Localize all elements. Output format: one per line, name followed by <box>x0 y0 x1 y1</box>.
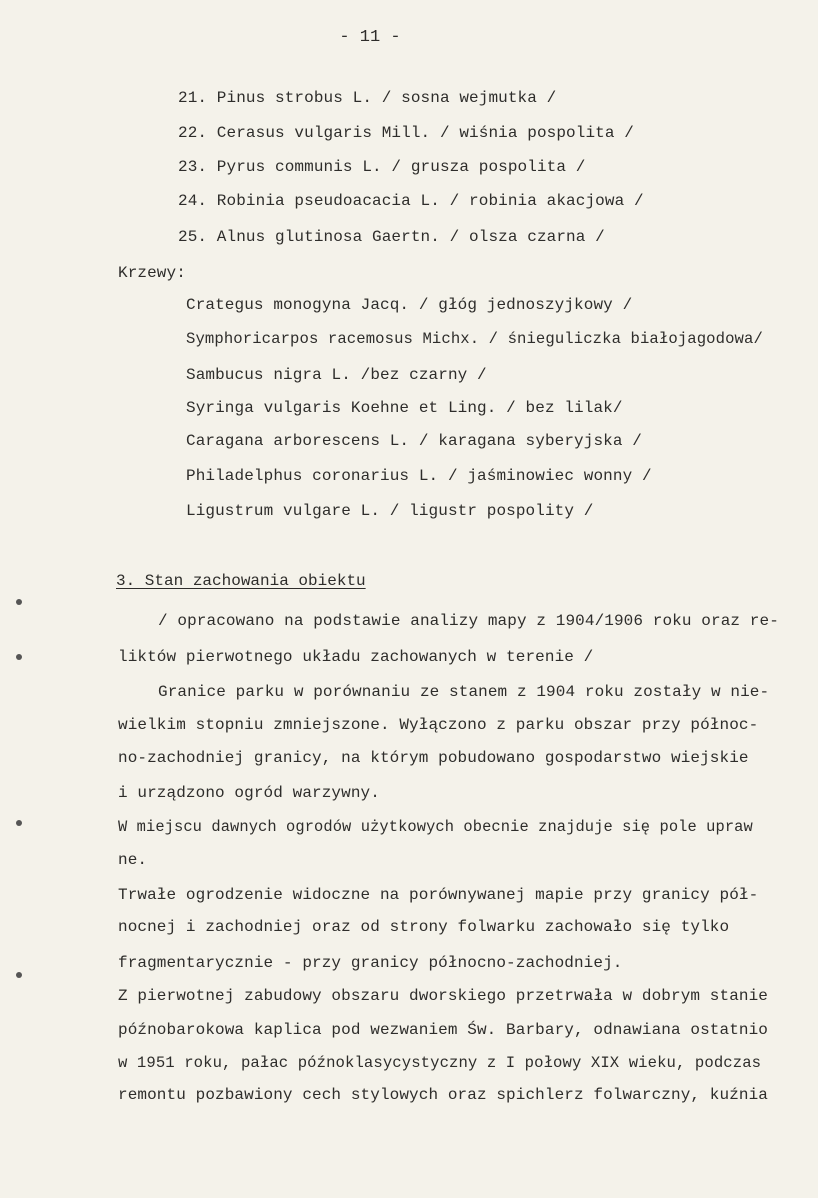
shrub-list-item: Symphoricarpos racemosus Michx. / śnieguliczka białojagodowa/ <box>186 330 763 348</box>
page-number: - 11 - <box>339 28 401 47</box>
body-line: W miejscu dawnych ogrodów użytkowych obecnie znajduje się pole upraw <box>118 818 753 836</box>
margin-punch-mark <box>16 972 22 978</box>
body-line: Z pierwotnej zabudowy obszaru dworskiego przetrwała w dobrym stanie <box>118 987 769 1005</box>
body-line: Granice parku w porównaniu ze stanem z 1904 roku zostały w nie- <box>158 683 770 701</box>
body-line: Trwałe ogrodzenie widoczne na porównywanej mapie przy granicy pół- <box>118 886 759 904</box>
shrub-list-item: Syringa vulgaris Koehne et Ling. / bez lilak/ <box>186 399 623 417</box>
body-line: no-zachodniej granicy, na którym pobudowano gospodarstwo wiejskie <box>118 749 749 767</box>
body-line: / opracowano na podstawie analizy mapy z 1904/1906 roku oraz re- <box>158 612 779 630</box>
shrubs-label: Krzewy: <box>118 264 186 282</box>
tree-list-item: 25. Alnus glutinosa Gaertn. / olsza czarna / <box>178 228 605 246</box>
body-line: w 1951 roku, pałac późnoklasycystyczny z I połowy XIX wieku, podczas <box>118 1054 762 1072</box>
body-line: ne. <box>118 851 148 869</box>
tree-list-item: 21. Pinus strobus L. / sosna wejmutka / <box>178 89 557 107</box>
body-line: fragmentarycznie - przy granicy północno-zachodniej. <box>118 954 623 972</box>
shrub-list-item: Crategus monogyna Jacq. / głóg jednoszyjkowy / <box>186 296 633 314</box>
shrub-list-item: Caragana arborescens L. / karagana syberyjska / <box>186 432 642 450</box>
body-line: wielkim stopniu zmniejszone. Wyłączono z parku obszar przy północ- <box>118 716 759 734</box>
shrub-list-item: Philadelphus coronarius L. / jaśminowiec wonny / <box>186 467 652 485</box>
tree-list-item: 22. Cerasus vulgaris Mill. / wiśnia pospolita / <box>178 124 634 142</box>
body-line: późnobarokowa kaplica pod wezwaniem Św. Barbary, odnawiana ostatnio <box>118 1021 769 1039</box>
body-line: i urządzono ogród warzywny. <box>118 784 380 802</box>
tree-list-item: 24. Robinia pseudoacacia L. / robinia akacjowa / <box>178 192 644 210</box>
body-line: remontu pozbawiony cech stylowych oraz spichlerz folwarczny, kuźnia <box>118 1086 769 1104</box>
body-line: nocnej i zachodniej oraz od strony folwarku zachowało się tylko <box>118 918 730 936</box>
tree-list-item: 23. Pyrus communis L. / grusza pospolita / <box>178 158 586 176</box>
section-heading: 3. Stan zachowania obiektu <box>116 572 366 590</box>
margin-punch-mark <box>16 654 22 660</box>
body-line: liktów pierwotnego układu zachowanych w terenie / <box>118 648 594 666</box>
margin-punch-mark <box>16 820 22 826</box>
margin-punch-mark <box>16 599 22 605</box>
shrub-list-item: Sambucus nigra L. /bez czarny / <box>186 366 487 384</box>
shrub-list-item: Ligustrum vulgare L. / ligustr pospolity / <box>186 502 594 520</box>
